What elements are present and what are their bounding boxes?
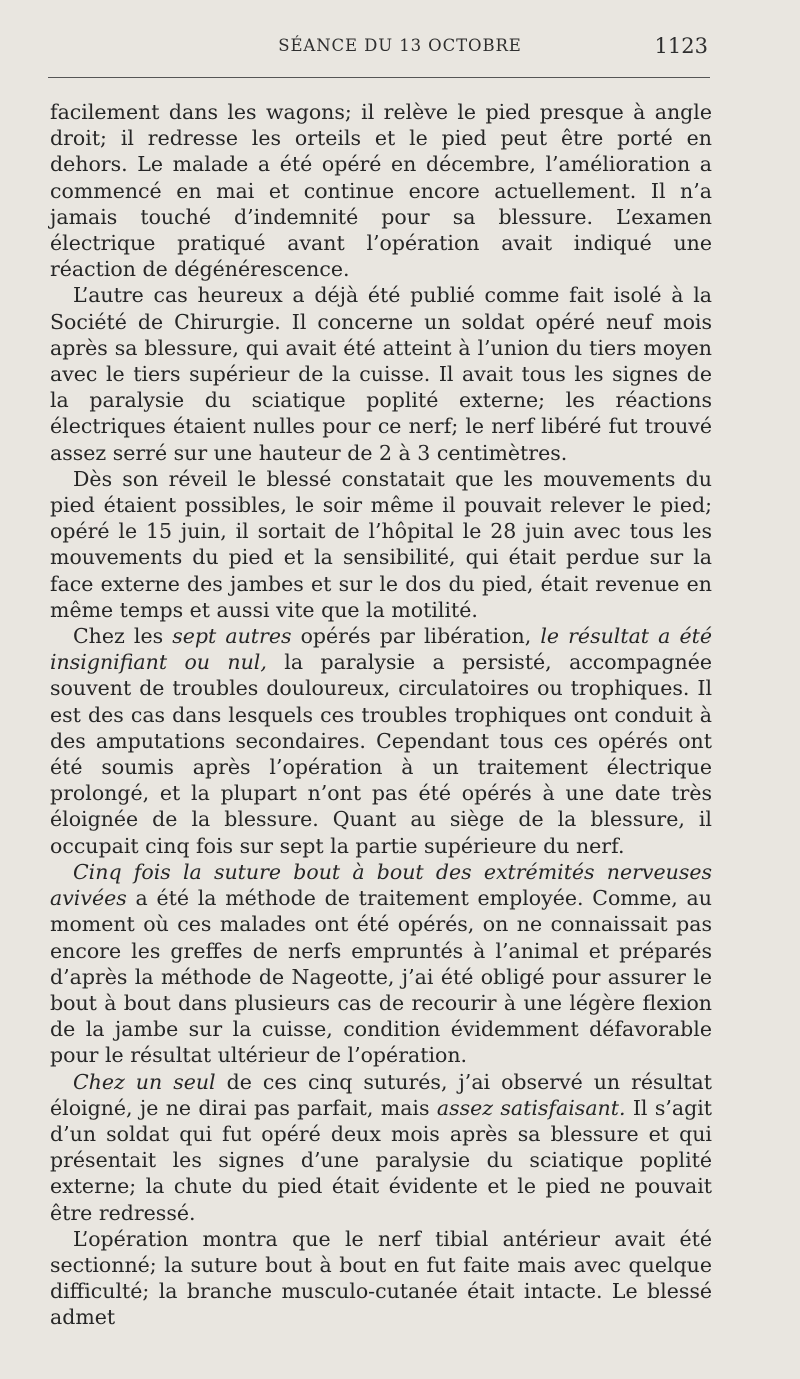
text-run: a été la méthode de traitement employée. Comme, au moment où ces malades ont été opérés, on ne connaissait pas encore les greffes de nerfs empruntés à l’animal et préparés d’après la méthode de Nageotte, j’ai été obligé pour assurer le bout à bout dans plusieurs cas de recourir à une légère flexion de la jambe sur la cuisse, condition évidemment défavorable pour le résultat ultérieur de l’opération. (50, 886, 712, 1068)
text-run: de ces cinq suturés, j’ai observé un résultat éloigné, je ne dirai pas parfait, mais (50, 1069, 713, 1120)
text-run: la paralysie a persisté, accompagnée souvent de troubles douloureux, circulatoires ou trophiques. Il est des cas dans lesquels ces troubles trophiques ont conduit à des amputations secondaires. Cependant tous ces opérés ont été soumis après l’opération à un traitement électrique prolongé, et la plupart n’ont pas été opérés à une date très éloignée de la blessure. Quant au siège de la blessure, il occupait cinq fois sur sept la partie supérieure du nerf. (50, 650, 712, 858)
italic-run: Chez un seul (73, 1069, 216, 1094)
text-run: Dès son réveil le blessé constatait que les mouvements du pied étaient possibles, le soir même il pouvait relever le pied; opéré le 15 juin, il sortait de l’hôpital le 28 juin avec tous les mouvements du pied et la sensibilité, qui était perdue sur la face externe des jambes et sur le dos du pied, était revenue en même temps et aussi vite que la motilité. (50, 466, 712, 622)
italic-run: Cinq fois la suture bout à bout des extrémités nerveuses avivées (50, 859, 712, 911)
italic-run: le résultat a été insignifiant ou nul, (50, 624, 712, 675)
paragraph (50, 99, 712, 282)
text-run: L’autre cas heureux a déjà été publié comme fait isolé à la Société de Chirurgie. Il concerne un soldat opéré neuf mois après sa blessure, qui avait été atteint à l’union du tiers moyen avec le tiers supérieur de la cuisse. Il avait tous les signes de la paralysie du sciatique poplité externe; les réactions électriques étaient nulles pour ce nerf; le nerf libéré fut trouvé assez serré sur une hauteur de 2 à 3 centimètres. (50, 283, 712, 465)
text-run: Chez les (73, 624, 173, 649)
paragraph (50, 859, 712, 1069)
paragraph (50, 282, 712, 465)
header-rule (48, 77, 710, 78)
page-header (0, 34, 800, 64)
running-title: SÉANCE DU 13 OCTOBRE (278, 36, 522, 55)
italic-run: assez satisfaisant. (436, 1095, 626, 1120)
text-run: Il s’agit d’un soldat qui fut opéré deux mois après sa blessure et qui présentait les signes d’une paralysie du sciatique poplité externe; la chute du pied était évidente et le pied ne pouvait être redressé. (50, 1095, 712, 1225)
paragraph (50, 1226, 712, 1331)
italic-run: sept autres (172, 624, 292, 649)
paragraph (50, 1069, 712, 1226)
paragraph (50, 466, 712, 623)
paragraph (50, 623, 712, 859)
text-run: opérés par libération, (291, 624, 541, 649)
text-run: facilement dans les wagons; il relève le pied presque à angle droit; il redresse les orteils et le pied peut être porté en dehors. Le malade a été opéré en décembre, l’amélioration a commencé en mai et continue encore actuellement. Il n’a jamais touché d’indemnité pour sa blessure. L’examen électrique pratiqué avant l’opération avait indiqué une réaction de dégénérescence. (50, 100, 712, 282)
text-run: L’opération montra que le nerf tibial antérieur avait été sectionné; la suture bout à bout en fut faite mais avec quelque difficulté; la branche musculo-cutanée était intacte. Le blessé admet (50, 1226, 712, 1330)
body-text (50, 99, 712, 1331)
page-number: 1123 (654, 34, 708, 58)
